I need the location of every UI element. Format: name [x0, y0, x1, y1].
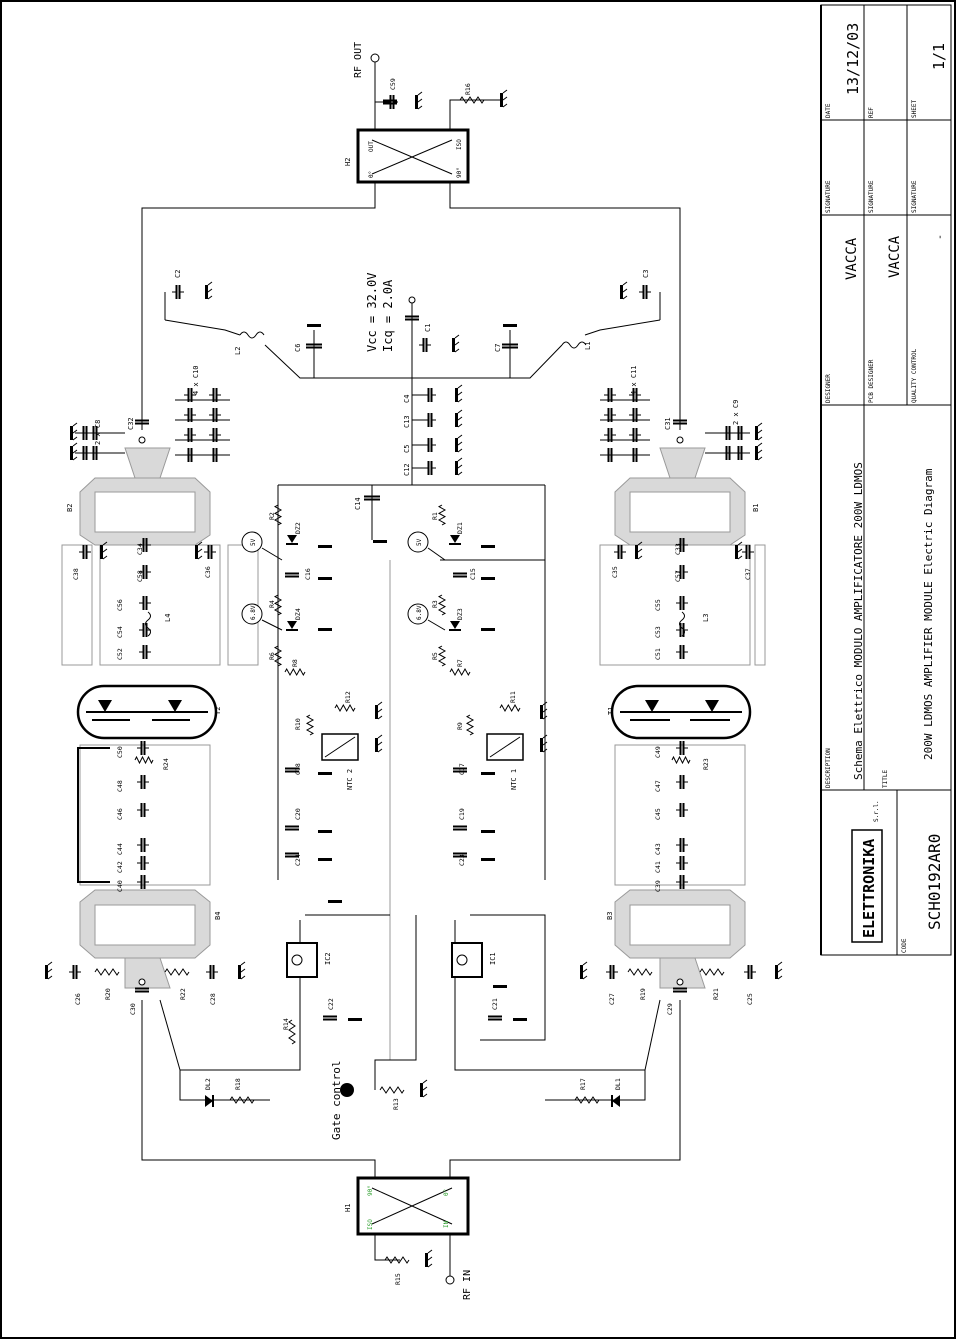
- ref-r2: R2: [268, 512, 276, 520]
- inductor-l1: [562, 342, 586, 348]
- capacitor-symbol: [386, 95, 398, 109]
- date-label: DATE: [825, 103, 832, 118]
- ref-c39: C39: [654, 880, 662, 892]
- zener-diode-symbol: [449, 621, 461, 630]
- pcb-designer-value: VACCA: [887, 235, 903, 278]
- resistor-symbol: [439, 595, 445, 615]
- ref-c21: C21: [491, 998, 499, 1010]
- capacitor-symbol: [453, 573, 467, 578]
- capacitor-symbol: [137, 875, 149, 889]
- ground-symbol: [375, 735, 382, 752]
- ref-c20: C20: [294, 808, 302, 820]
- ref-c32: C32: [127, 417, 135, 430]
- c11-group-label: 4 x C11: [630, 365, 638, 395]
- ref-r11: R11: [509, 691, 517, 703]
- ground-symbol: [540, 735, 547, 752]
- ground-symbol: [455, 410, 462, 427]
- capacitor-symbol: [424, 461, 436, 475]
- b3-label: B3: [606, 911, 614, 920]
- code-label: CODE: [901, 938, 908, 953]
- ref-r10: R10: [294, 718, 302, 730]
- h2-0-label: 0°: [368, 170, 375, 178]
- ref-c57: C57: [674, 570, 682, 582]
- l1-label: L1: [584, 341, 592, 350]
- ground-symbol: [307, 324, 321, 327]
- ground-symbol: [452, 335, 459, 352]
- ref-68v-left: [242, 604, 282, 630]
- ref-label: REF: [868, 107, 875, 118]
- ref-c3: C3: [642, 269, 650, 278]
- ref-5v-right: [408, 532, 445, 560]
- balun-b1: [615, 448, 745, 545]
- ref-c27: C27: [608, 993, 616, 1005]
- resistor-symbol: [165, 969, 189, 975]
- ic-1: [452, 943, 482, 977]
- ground-symbol: [481, 772, 495, 775]
- ground-symbol: [45, 962, 52, 979]
- ground-symbol: [420, 1080, 427, 1097]
- ref-5v-left-label: 5V: [250, 538, 257, 546]
- ref-c35: C35: [611, 566, 619, 578]
- ref-r24: R24: [162, 758, 170, 770]
- ref-r4: R4: [268, 600, 276, 608]
- ref-r14: R14: [282, 1018, 290, 1030]
- ref-r19: R19: [639, 988, 647, 1000]
- ic2-label: IC2: [324, 952, 332, 965]
- ref-c23: C23: [458, 854, 466, 866]
- ground-symbol: [620, 282, 627, 299]
- quality-label: QUALITY CONTROL: [911, 348, 918, 403]
- ref-r15: R15: [394, 1273, 402, 1285]
- ground-symbol: [318, 830, 332, 833]
- ic1-label: IC1: [489, 952, 497, 965]
- logo-text: ELETTRONIKA: [860, 838, 878, 938]
- ground-symbol: [580, 962, 587, 979]
- rf-in-port: [446, 1234, 454, 1284]
- h2-out-label: OUT: [368, 141, 375, 152]
- capacitor-symbol: [424, 438, 436, 452]
- description-label: DESCRIPTION: [825, 748, 832, 788]
- ref-r13: R13: [392, 1098, 400, 1110]
- ref-c34: C34: [136, 543, 144, 555]
- ground-symbol: [455, 435, 462, 452]
- ground-symbol: [318, 628, 332, 631]
- ic-2: [287, 943, 317, 977]
- h2-90-label: 90°: [456, 167, 463, 178]
- code-value: SCH0192AR0: [925, 833, 944, 930]
- ref-c6: C6: [294, 343, 302, 352]
- capacitor-symbol: [673, 988, 687, 993]
- ground-symbol: [328, 900, 342, 903]
- ref-c56: C56: [116, 599, 124, 611]
- date-value: 13/12/03: [844, 22, 862, 95]
- zener-diode-symbol: [286, 621, 298, 630]
- ref-r18: R18: [234, 1078, 242, 1090]
- ref-r7: R7: [456, 659, 464, 667]
- capacitor-symbol: [424, 413, 436, 427]
- capacitor-symbol: [614, 545, 626, 559]
- ref-dz1: DZ1: [456, 522, 464, 534]
- component-reference-labels: [72, 78, 754, 1285]
- capacitor-symbol: [79, 545, 91, 559]
- ref-r20: R20: [104, 988, 112, 1000]
- rf-in-label: RF IN: [462, 1269, 473, 1300]
- ntc2-label: NTC 2: [346, 768, 354, 790]
- ref-c24: C24: [294, 854, 302, 866]
- signature-label-3: SIGNATURE: [911, 180, 918, 213]
- ref-c50: C50: [116, 746, 124, 758]
- ref-5v-left: [242, 532, 282, 560]
- resistor-symbol: [575, 1097, 599, 1103]
- ref-c22: C22: [327, 998, 335, 1010]
- ref-c47: C47: [654, 780, 662, 792]
- h1-0-label: 0°: [443, 1188, 450, 1196]
- ground-symbol: [373, 540, 387, 543]
- capacitor-symbol: [676, 856, 688, 870]
- capacitor-symbol: [424, 388, 436, 402]
- ref-r12: R12: [344, 691, 352, 703]
- ground-symbol: [238, 962, 245, 979]
- ref-5v-right-label: 5V: [416, 538, 423, 546]
- resistor-symbol: [230, 1097, 254, 1103]
- ref-c4: C4: [403, 394, 411, 403]
- ref-r17: R17: [579, 1078, 587, 1090]
- ref-c54: C54: [116, 626, 124, 638]
- ref-c19: C19: [458, 808, 466, 820]
- ground-symbol: [318, 772, 332, 775]
- sheet-label: SHEET: [911, 99, 918, 118]
- sheet-value: 1/1: [930, 42, 948, 70]
- ground-symbol: [481, 858, 495, 861]
- ref-dz4: DZ4: [294, 608, 302, 620]
- capacitor-symbol: [139, 645, 151, 659]
- ground-symbol: [318, 545, 332, 548]
- resistor-symbol: [135, 757, 153, 763]
- ref-c29: C29: [666, 1003, 674, 1015]
- ref-c49: C49: [654, 746, 662, 758]
- ref-c42: C42: [116, 861, 124, 873]
- ground-symbol: [503, 324, 517, 327]
- capacitor-symbol: [137, 856, 149, 870]
- ground-symbol: [70, 443, 77, 460]
- capacitor-symbol: [69, 965, 81, 979]
- ref-c1: C1: [424, 323, 432, 332]
- ref-dz3: DZ3: [456, 608, 464, 620]
- h1-in-label: IN: [443, 1220, 450, 1228]
- h1-90-label: 90°: [367, 1185, 374, 1196]
- c9-group-label: 2 x C9: [732, 399, 740, 425]
- resistor-symbol: [285, 669, 305, 675]
- ground-symbol: [493, 985, 507, 988]
- rf-out-port: [371, 54, 379, 130]
- l2-label: L2: [234, 346, 242, 355]
- ref-c58: C58: [136, 570, 144, 582]
- capacitor-symbol: [323, 1016, 337, 1021]
- sheet-border: [1, 1, 955, 1338]
- zener-diode-symbol: [286, 535, 298, 544]
- ref-68v-right: [408, 604, 445, 630]
- resistor-symbol: [450, 669, 470, 675]
- capacitor-symbol: [285, 826, 299, 831]
- h1-iso-label: ISO: [367, 1219, 374, 1230]
- designer-label: DESIGNER: [825, 374, 832, 403]
- l4-label: L4: [164, 613, 172, 622]
- resistor-symbol: [628, 969, 652, 975]
- capacitor-symbol: [172, 285, 184, 299]
- ref-r6: R6: [268, 652, 276, 660]
- ref-c46: C46: [116, 808, 124, 820]
- ref-c45: C45: [654, 808, 662, 820]
- icq-label: Icq = 2.0A: [381, 279, 395, 352]
- ref-r1: R1: [431, 512, 439, 520]
- capacitor-symbol: [453, 826, 467, 831]
- c10-group-label: 4 x C10: [192, 365, 200, 395]
- ref-c36: C36: [204, 566, 212, 578]
- l3-label: L3: [702, 613, 710, 622]
- capacitor-symbol: [676, 775, 688, 789]
- ref-r16: R16: [464, 83, 472, 95]
- ref-68v-left-label: 6.8V: [250, 605, 257, 620]
- resistor-symbol: [467, 715, 473, 735]
- matching-network-left-out: [62, 545, 258, 665]
- resistor-symbol: [335, 705, 355, 711]
- capacitor-symbol: [676, 741, 688, 755]
- description-value: Schema Elettrico MODULO AMPLIFICATORE 200W LDMOS: [852, 462, 865, 780]
- ref-c52: C52: [116, 648, 124, 660]
- title-value: 200W LDMOS AMPLIFIER MODULE Electric Diagram: [922, 468, 935, 760]
- ref-c13: C13: [403, 415, 411, 428]
- ref-c48: C48: [116, 780, 124, 792]
- ground-symbol: [70, 423, 77, 440]
- capacitor-symbol: [676, 623, 688, 637]
- signature-label-1: SIGNATURE: [825, 180, 832, 213]
- balun-b3: [615, 890, 745, 988]
- schematic-labels: [66, 42, 760, 1300]
- ref-c38: C38: [72, 568, 80, 580]
- transistor-t1: [612, 686, 750, 738]
- ref-c7: C7: [494, 343, 502, 352]
- ref-c37: C37: [744, 568, 752, 580]
- capacitor-symbol: [639, 285, 651, 299]
- ntc-1: [487, 734, 523, 760]
- title-block-text: [825, 23, 948, 953]
- input-hybrid-h1: [358, 1178, 468, 1234]
- h2-iso-label: ISO: [456, 139, 463, 150]
- capacitor-symbol: [676, 645, 688, 659]
- ground-symbol: [481, 545, 495, 548]
- resistor-symbol: [439, 646, 445, 666]
- ref-c53: C53: [654, 626, 662, 638]
- capacitor-symbol: [206, 965, 218, 979]
- resistor-symbol: [672, 757, 690, 763]
- ref-c5: C5: [403, 444, 411, 453]
- ground-symbol: [481, 628, 495, 631]
- capacitor-symbol: [676, 803, 688, 817]
- ref-r8: R8: [291, 659, 299, 667]
- ground-symbol: [348, 1018, 362, 1021]
- ref-r5: R5: [431, 652, 439, 660]
- t2-label: T2: [214, 706, 222, 715]
- ref-c18: C18: [294, 763, 302, 775]
- transistor-t2: [78, 686, 216, 738]
- signature-label-2: SIGNATURE: [868, 180, 875, 213]
- ref-c17: C17: [458, 763, 466, 775]
- ntc-2: [322, 734, 358, 760]
- logo-suffix: S.r.l.: [873, 800, 880, 822]
- capacitor-symbol: [137, 803, 149, 817]
- ground-symbol: [455, 458, 462, 475]
- ref-c25: C25: [746, 993, 754, 1005]
- ground-symbol: [775, 962, 782, 979]
- ref-dl1: DL1: [614, 1078, 622, 1090]
- capacitor-symbol: [744, 965, 756, 979]
- ref-68v-right-label: 6.8V: [416, 605, 423, 620]
- ground-symbol: [540, 702, 547, 719]
- ground-symbol: [415, 92, 422, 109]
- ref-c14: C14: [354, 497, 362, 510]
- capacitor-symbol: [137, 775, 149, 789]
- b1-label: B1: [752, 503, 760, 512]
- resistor-symbol: [439, 505, 445, 525]
- ref-r22: R22: [179, 988, 187, 1000]
- ground-symbol: [755, 443, 762, 460]
- capacitor-symbol: [419, 338, 431, 352]
- ref-c16: C16: [304, 568, 312, 580]
- ground-symbol: [318, 858, 332, 861]
- capacitor-symbol: [676, 838, 688, 852]
- ref-c33: C33: [674, 543, 682, 555]
- quality-value: -: [935, 233, 946, 240]
- resistor-symbol: [500, 705, 520, 711]
- resistor-symbol: [95, 969, 119, 975]
- component-symbols: [45, 90, 782, 1267]
- ref-r9: R9: [456, 722, 464, 730]
- ground-symbol: [481, 830, 495, 833]
- gate-control-label: Gate control: [330, 1060, 343, 1140]
- ground-symbol: [205, 282, 212, 299]
- ref-r23: R23: [702, 758, 710, 770]
- c8-group-label: 2 x C8: [94, 419, 102, 445]
- wiring: [142, 100, 680, 1260]
- ground-symbol: [755, 423, 762, 440]
- title-label: TITLE: [882, 769, 889, 788]
- t1-label: T1: [607, 706, 615, 715]
- ref-c43: C43: [654, 843, 662, 855]
- ref-c41: C41: [654, 861, 662, 873]
- ref-r3: R3: [431, 600, 439, 608]
- ref-c51: C51: [654, 648, 662, 660]
- capacitor-symbol: [488, 1016, 502, 1021]
- vcc-label: Vcc = 32.0V: [365, 272, 379, 352]
- capacitor-symbol: [139, 596, 151, 610]
- ref-c59: C59: [389, 78, 397, 90]
- ground-symbol: [481, 577, 495, 580]
- ground-symbol: [500, 90, 507, 107]
- h1-label: H1: [344, 1203, 352, 1212]
- pcb-designer-label: PCB DESIGNER: [868, 359, 875, 403]
- ref-c44: C44: [116, 843, 124, 855]
- company-logo: [852, 800, 882, 942]
- capacitor-symbol: [137, 838, 149, 852]
- ref-r21: R21: [712, 988, 720, 1000]
- ground-symbol: [375, 702, 382, 719]
- ground-symbol: [425, 1250, 432, 1267]
- ref-c26: C26: [74, 993, 82, 1005]
- zener-diode-symbol: [449, 535, 461, 544]
- designer-value: VACCA: [844, 237, 860, 280]
- resistor-symbol: [380, 1087, 404, 1093]
- capacitor-symbol: [204, 545, 216, 559]
- rf-out-label: RF OUT: [353, 41, 364, 78]
- ref-dl2: DL2: [204, 1078, 212, 1090]
- h2-label: H2: [344, 157, 352, 166]
- ground-symbol: [513, 1018, 527, 1021]
- resistor-symbol: [460, 97, 484, 103]
- resistor-symbol: [700, 969, 724, 975]
- led-dl2-symbol: [205, 1095, 213, 1107]
- ref-c2: C2: [174, 269, 182, 278]
- ref-c31: C31: [664, 417, 672, 430]
- ground-symbol: [455, 385, 462, 402]
- ntc1-label: NTC 1: [510, 768, 518, 790]
- capacitor-symbol: [137, 741, 149, 755]
- balun-b2: [80, 448, 210, 545]
- capacitor-symbol: [285, 573, 299, 578]
- resistor-symbol: [307, 715, 313, 735]
- ref-c40: C40: [116, 880, 124, 892]
- capacitor-symbol: [606, 965, 618, 979]
- led-dl1-symbol: [612, 1095, 620, 1107]
- capacitor-symbol: [742, 545, 754, 559]
- ref-dz2: DZ2: [294, 522, 302, 534]
- ground-symbol: [318, 577, 332, 580]
- b4-label: B4: [214, 911, 222, 920]
- capacitor-symbol: [676, 596, 688, 610]
- capacitor-symbol: [135, 988, 149, 993]
- ref-c30: C30: [129, 1003, 137, 1015]
- ref-c12: C12: [403, 463, 411, 476]
- ref-c55: C55: [654, 599, 662, 611]
- ref-c15: C15: [469, 568, 477, 580]
- b2-label: B2: [66, 503, 74, 512]
- inductor-l2: [240, 332, 264, 338]
- resistor-symbol: [385, 1257, 409, 1263]
- ref-c28: C28: [209, 993, 217, 1005]
- capacitor-symbol: [676, 875, 688, 889]
